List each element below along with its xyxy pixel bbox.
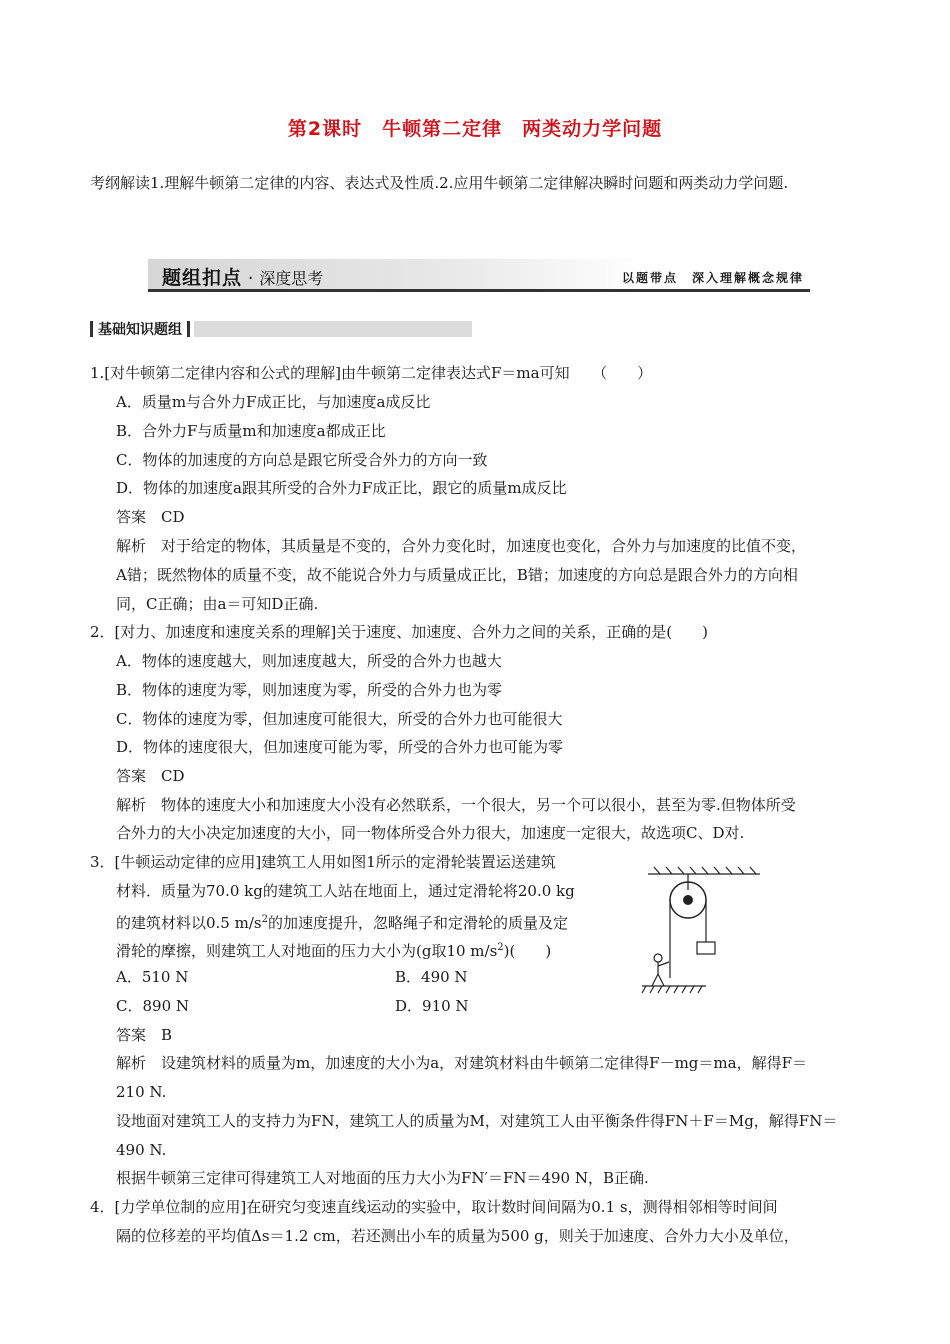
section-label: 基础知识题组 xyxy=(98,322,182,338)
q2-option-a: A．物体的速度越大，则加速度越大，所受的合外力也越大 xyxy=(116,652,502,670)
banner-title xyxy=(162,263,323,290)
ceiling xyxy=(648,867,760,874)
q3-analysis-line4: 490 N. xyxy=(116,1141,167,1159)
q4-stem-line1: 4．[力学单位制的应用]在研究匀变速直线运动的实验中，取计数时间间隔为0.1 s，测得相邻相等时间间 xyxy=(90,1198,778,1216)
q1-analysis-line2: A错；既然物体的质量不变，故不能说合外力与质量成正比，B错；加速度的方向总是跟合外力的方向相 xyxy=(116,566,798,584)
q3-superscript-1: 2 xyxy=(261,914,268,925)
q3-stem-line3 xyxy=(116,910,568,933)
q1-option-a: A．质量m与合外力F成正比，与加速度a成反比 xyxy=(116,393,431,411)
q1-analysis-line1: 解析 对于给定的物体，其质量是不变的，合外力变化时，加速度也变化，合外力与加速度的比值不变， xyxy=(116,537,807,555)
section-heading xyxy=(90,320,472,338)
q3-option-b: B．490 N xyxy=(395,968,468,986)
q1-analysis-line3: 同，C正确；由a＝可知D正确. xyxy=(116,595,319,613)
banner-dot: · xyxy=(247,268,254,289)
q2-option-c: C．物体的速度为零，但加速度可能很大，所受的合外力也可能很大 xyxy=(116,710,563,728)
q3-option-c: C．890 N xyxy=(116,997,190,1015)
q3-superscript-2: 2 xyxy=(497,942,504,953)
q2-stem: 2．[对力、加速度和速度关系的理解]关于速度、加速度、合外力之间的关系，正确的是( ) xyxy=(90,623,708,641)
q3-analysis-line5: 根据牛顿第三定律可得建筑工人对地面的压力大小为FN′＝FN＝490 N，B正确. xyxy=(116,1169,649,1187)
q3-analysis-line3: 设地面对建筑工人的支持力为FN，建筑工人的质量为M，对建筑工人由平衡条件得FN＋F＝Mg，解得FN＝ xyxy=(116,1112,838,1130)
worker-figure xyxy=(652,954,669,986)
q3-option-a: A．510 N xyxy=(116,968,189,986)
material-box xyxy=(697,942,715,954)
page-title: 第2课时 牛顿第二定律 两类动力学问题 xyxy=(287,118,663,140)
ground xyxy=(642,986,706,993)
q2-option-b: B．物体的速度为零，则加速度为零，所受的合外力也为零 xyxy=(116,681,503,699)
section-fill-bar xyxy=(194,321,472,337)
q1-option-b: B．合外力F与质量m和加速度a都成正比 xyxy=(116,422,386,440)
q4-stem-line2: 隔的位移差的平均值Δs＝1.2 cm，若还测出小车的质量为500 g，则关于加速度、合外力大小及单位， xyxy=(116,1227,799,1245)
banner-main-label: 题组扣点 xyxy=(162,267,243,289)
section-bar-left xyxy=(90,321,93,337)
q2-analysis-line2: 合外力的大小决定加速度的大小，同一物体所受合外力很大，加速度一定很大，故选项C、D对. xyxy=(116,824,745,842)
q3-stem-line2: 材料．质量为70.0 kg的建筑工人站在地面上，通过定滑轮将20.0 kg xyxy=(116,882,575,900)
banner-sub-label: 深度思考 xyxy=(259,269,324,288)
q3-analysis-line2: 210 N. xyxy=(116,1083,167,1101)
q1-option-d: D．物体的加速度a跟其所受的合外力F成正比，跟它的质量m成反比 xyxy=(116,479,567,497)
q2-answer: 答案 CD xyxy=(116,767,185,785)
banner-slogan: 以题带点 深入理解概念规律 xyxy=(621,271,804,285)
q3-stem-line4 xyxy=(116,938,551,961)
q3-answer: 答案 B xyxy=(116,1026,173,1044)
pulley-hub xyxy=(683,895,693,905)
q3-stem-line4-a: 滑轮的摩擦，则建筑工人对地面的压力大小为(g取10 m/s xyxy=(116,942,498,960)
section-banner xyxy=(148,255,810,295)
pulley-diagram xyxy=(640,866,772,996)
q1-answer: 答案 CD xyxy=(116,508,185,526)
q3-stem-line3-b: 的加速度提升，忽略绳子和定滑轮的质量及定 xyxy=(267,914,568,932)
q3-option-d: D．910 N xyxy=(395,997,469,1015)
q3-stem-line1: 3．[牛顿运动定律的应用]建筑工人用如图1所示的定滑轮装置运送建筑 xyxy=(90,853,556,871)
q3-stem-line4-b: )( ) xyxy=(503,942,552,960)
q1-option-c: C．物体的加速度的方向总是跟它所受合外力的方向一致 xyxy=(116,451,488,469)
section-bar-right xyxy=(187,321,190,337)
q3-stem-line3-a: 的建筑材料以0.5 m/s xyxy=(116,914,262,932)
q2-analysis-line1: 解析 物体的速度大小和加速度大小没有必然联系，一个很大，另一个可以很小，甚至为零.但物体所受 xyxy=(116,796,796,814)
q3-analysis-line1: 解析 设建筑材料的质量为m，加速度的大小为a，对建筑材料由牛顿第二定律得F－mg＝ma，解得F＝ xyxy=(116,1054,807,1072)
q2-option-d: D．物体的速度很大，但加速度可能为零，所受的合外力也可能为零 xyxy=(116,738,564,756)
q1-stem: 1.[对牛顿第二定律内容和公式的理解]由牛顿第二定律表达式F＝ma可知 （ ） xyxy=(90,364,653,382)
syllabus-outline: 考纲解读1.理解牛顿第二定律的内容、表达式及性质.2.应用牛顿第二定律解决瞬时问题和两类动力学问题. xyxy=(90,174,789,192)
